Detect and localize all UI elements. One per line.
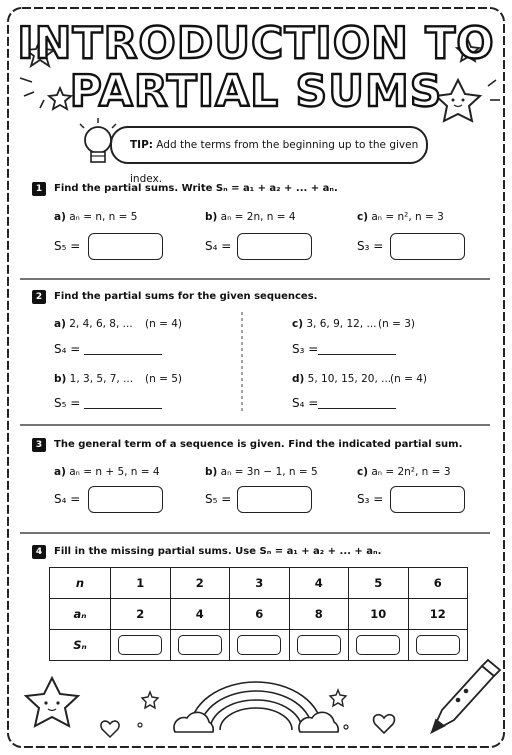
item-expression: a) aₙ = n, n = 5 [54,211,138,223]
answer-box[interactable] [356,635,400,655]
page-title-line-1: INTRODUCTION TO [17,18,495,69]
answer-box[interactable] [178,635,222,655]
table-cell [230,630,290,661]
row-header: n [50,568,111,599]
table-cell [111,630,171,661]
row-header: Sₙ [50,630,111,661]
star-icon [330,690,346,706]
answer-box[interactable] [237,635,281,655]
question-number: 3 [32,438,46,452]
answer-box[interactable] [297,635,341,655]
table-cell: 1 [111,568,171,599]
item-condition: (n = 3) [378,318,416,330]
table-cell: 2 [170,568,230,599]
table-cell: 6 [408,568,468,599]
answer-line[interactable] [84,354,162,355]
answer-box[interactable] [390,486,465,513]
table-cell: 3 [230,568,290,599]
table-cell [349,630,409,661]
answer-box[interactable] [416,635,460,655]
question-number: 1 [32,182,46,196]
cloud-icon [174,712,338,732]
answer-label: S₄ = [205,239,232,253]
answer-label: S₃ = [357,492,384,506]
item-expression: d) 5, 10, 15, 20, ... [292,373,392,385]
question-heading: The general term of a sequence is given. Find the indicated partial sum. [54,439,463,450]
answer-label: S₃ = [292,342,319,356]
item-expression: a) aₙ = n + 5, n = 4 [54,466,160,478]
item-expression: b) aₙ = 3n − 1, n = 5 [205,466,318,478]
answer-box[interactable] [390,233,465,260]
question-heading: Find the partial sums. Write Sₙ = a₁ + a₂ + ... + aₙ. [54,183,338,194]
answer-label: S₅ = [205,492,232,506]
answer-label: S₄ = [54,342,81,356]
question-heading: Fill in the missing partial sums. Use Sₙ = a₁ + a₂ + ... + aₙ. [54,546,382,557]
pencil-icon [432,660,500,732]
tip-box [110,126,428,185]
table-cell: 6 [230,599,290,630]
answer-line[interactable] [84,408,162,409]
tip-text: Add the terms from the beginning up to the given index. [130,139,419,185]
question-number: 2 [32,290,46,304]
table-cell [408,630,468,661]
heart-icon [101,721,119,737]
star-icon [142,692,158,708]
item-expression: b) aₙ = 2n, n = 4 [205,211,296,223]
table-row [50,568,468,599]
answer-label: S₅ = [54,396,81,410]
answer-line[interactable] [318,354,396,355]
item-condition: (n = 4) [390,373,428,385]
page-title-line-2: PARTIAL SUMS [69,66,443,117]
item-expression: a) 2, 4, 6, 8, ... [54,318,133,330]
answer-label: S₅ = [54,239,81,253]
answer-box[interactable] [237,233,312,260]
table-cell: 8 [289,599,349,630]
table-cell [170,630,230,661]
item-expression: b) 1, 3, 5, 7, ... [54,373,134,385]
answer-box[interactable] [118,635,162,655]
item-condition: (n = 5) [145,373,183,385]
heart-icon [374,715,395,733]
table-cell: 10 [349,599,409,630]
item-expression: c) aₙ = 2n², n = 3 [357,466,451,478]
table-cell: 2 [111,599,171,630]
answer-box[interactable] [88,486,163,513]
answer-label: S₄ = [54,492,81,506]
item-expression: c) 3, 6, 9, 12, ... [292,318,377,330]
tip-label: TIP: [130,139,153,151]
partial-sums-table [49,567,468,661]
answer-box[interactable] [237,486,312,513]
item-condition: (n = 4) [145,318,183,330]
table-cell: 4 [289,568,349,599]
table-cell [289,630,349,661]
table-row [50,599,468,630]
answer-label: S₄ = [292,396,319,410]
item-expression: c) aₙ = n², n = 3 [357,211,444,223]
question-heading: Find the partial sums for the given sequences. [54,291,318,302]
star-icon [26,678,78,726]
answer-box[interactable] [88,233,163,260]
table-row [50,630,468,661]
table-cell: 12 [408,599,468,630]
answer-label: S₃ = [357,239,384,253]
question-number: 4 [32,545,46,559]
answer-line[interactable] [318,408,396,409]
table-cell: 4 [170,599,230,630]
table-cell: 5 [349,568,409,599]
row-header: aₙ [50,599,111,630]
